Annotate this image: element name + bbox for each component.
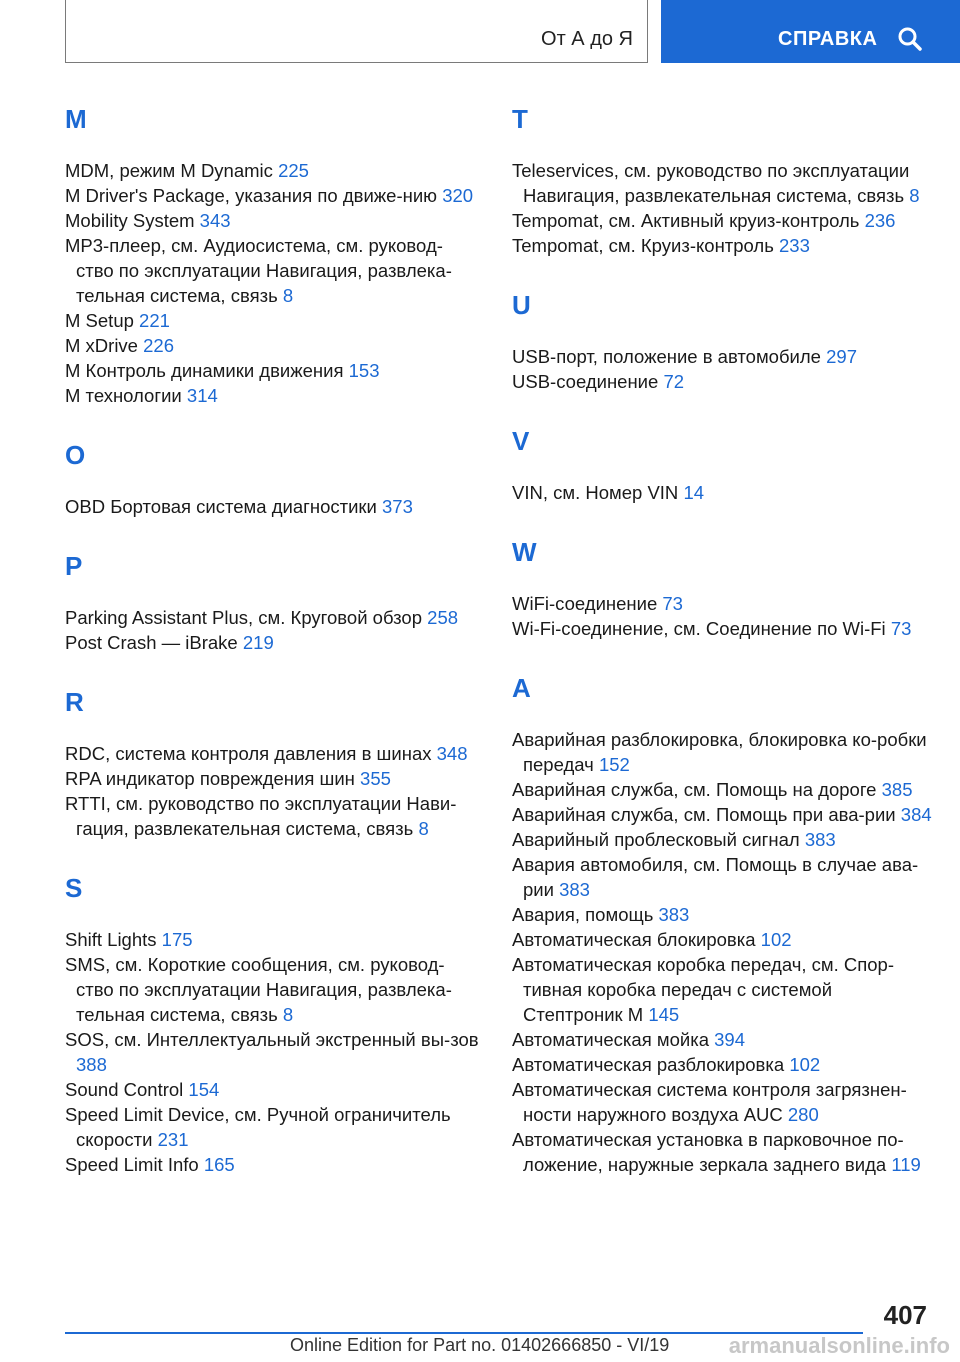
index-column-left — [65, 100, 480, 1205]
page-link[interactable]: 14 — [683, 482, 705, 503]
index-entry — [512, 827, 932, 852]
entry-text: M технологии — [65, 385, 182, 406]
entry-text: Аварийный проблесковый сигнал — [512, 829, 800, 850]
entry-text: M xDrive — [65, 335, 138, 356]
entry-text: Авария, помощь — [512, 904, 654, 925]
entry-text: Аварийная разблокировка, блокировка ко‐робки передач — [512, 729, 927, 775]
page-link[interactable]: 231 — [157, 1129, 189, 1150]
page-link[interactable]: 221 — [139, 310, 170, 331]
page-link[interactable]: 383 — [804, 829, 836, 850]
section-letter: А — [512, 673, 531, 703]
page-link[interactable]: 73 — [890, 618, 912, 639]
section-letter: P — [65, 551, 83, 581]
page-link[interactable]: 388 — [76, 1054, 107, 1075]
entry-text: OBD Бортовая система диагностики — [65, 496, 377, 517]
index-entry — [65, 1152, 480, 1177]
index-section — [512, 669, 932, 1177]
index-section — [65, 869, 480, 1177]
index-entry — [65, 1077, 480, 1102]
page-link[interactable]: 297 — [826, 346, 857, 367]
entry-text: WiFi-соединение — [512, 593, 658, 614]
index-entry — [512, 591, 932, 616]
index-entry — [512, 902, 932, 927]
section-letter: V — [512, 426, 530, 456]
index-entry — [65, 208, 480, 233]
index-entry — [65, 358, 480, 383]
edition-info: Online Edition for Part no. 01402666850 - VI/19 — [290, 1335, 670, 1355]
entry-text: USB-порт, положение в автомобиле — [512, 346, 821, 367]
entry-text: Mobility System — [65, 210, 195, 231]
index-entry — [65, 1027, 480, 1077]
index-entry — [65, 308, 480, 333]
index-entry — [65, 183, 480, 208]
entry-text: Sound Control — [65, 1079, 184, 1100]
section-letter: O — [65, 440, 86, 470]
entry-text: M Driver's Package, указания по движе‐нию — [65, 185, 438, 206]
page-link[interactable]: 383 — [658, 904, 690, 925]
index-entry — [512, 344, 932, 369]
entry-text: VIN, см. Номер VIN — [512, 482, 679, 503]
index-entry — [512, 208, 932, 233]
entry-text: RDC, система контроля давления в шинах — [65, 743, 432, 764]
tab-help-label: СПРАВКА — [778, 28, 878, 50]
entry-text: Tempomat, см. Активный круиз-контроль — [512, 210, 860, 231]
index-section — [65, 547, 480, 655]
page-link[interactable]: 152 — [598, 754, 630, 775]
entry-text: Teleservices, см. руководство по эксплуатации Навигация, развлекательная система, связь — [512, 160, 910, 206]
entry-text: Авария автомобиля, см. Помощь в случае ава‐рии — [512, 854, 919, 900]
index-section — [512, 286, 932, 394]
index-entry — [512, 369, 932, 394]
index-entry — [65, 927, 480, 952]
index-entry — [512, 952, 932, 1027]
entry-text: SOS, см. Интеллектуальный экстренный вы‐зов — [65, 1029, 479, 1050]
index-entry — [65, 605, 480, 630]
index-entry — [512, 158, 932, 208]
section-letter: S — [65, 873, 83, 903]
entry-text: Аварийная служба, см. Помощь на дороге — [512, 779, 877, 800]
entry-text: RTTI, см. руководство по эксплуатации Нави‐гация, развлекательная система, связь — [65, 793, 457, 839]
page-link[interactable]: 225 — [278, 160, 309, 181]
index-entry — [512, 1027, 932, 1052]
page-link[interactable]: 343 — [199, 210, 231, 231]
page-link[interactable]: 72 — [663, 371, 685, 392]
entry-text: M Контроль динамики движения — [65, 360, 344, 381]
page-link[interactable]: 236 — [864, 210, 896, 231]
section-letter: T — [512, 104, 528, 134]
page-link[interactable]: 102 — [789, 1054, 821, 1075]
index-section — [512, 100, 932, 258]
index-entry — [512, 233, 932, 258]
index-entry — [65, 1102, 480, 1152]
page-link[interactable]: 258 — [427, 607, 459, 628]
page-link[interactable]: 175 — [161, 929, 193, 950]
page-link[interactable]: 153 — [348, 360, 380, 381]
page-link[interactable]: 226 — [143, 335, 174, 356]
index-entry — [512, 1077, 932, 1127]
page-link[interactable]: 233 — [779, 235, 810, 256]
page-link[interactable]: 8 — [282, 1004, 294, 1025]
index-entry — [512, 802, 932, 827]
index-section — [65, 436, 480, 519]
index-entry — [512, 616, 932, 641]
index-entry — [65, 333, 480, 358]
index-entry — [512, 927, 932, 952]
index-entry — [512, 1127, 932, 1177]
entry-text: Speed Limit Device, см. Ручной ограничитель скорости — [65, 1104, 451, 1150]
page-link[interactable]: 8 — [909, 185, 920, 206]
entry-text: SMS, см. Короткие сообщения, см. руковод‐ство по эксплуатации Навигация, развлека‐тельная система, связь — [65, 954, 452, 1025]
tab-help[interactable] — [661, 0, 960, 63]
entry-text: RPA индикатор повреждения шин — [65, 768, 355, 789]
entry-text: Аварийная служба, см. Помощь при ава‐рии — [512, 804, 896, 825]
page-link[interactable]: 394 — [714, 1029, 745, 1050]
page-link[interactable]: 385 — [881, 779, 913, 800]
index-section — [65, 683, 480, 841]
index-section — [512, 533, 932, 641]
search-icon — [897, 26, 923, 52]
index-entry — [512, 727, 932, 777]
page-link[interactable]: 314 — [186, 385, 218, 406]
page-link[interactable]: 373 — [382, 496, 413, 517]
index-entry — [65, 383, 480, 408]
index-entry — [512, 1052, 932, 1077]
section-letter: M — [65, 104, 87, 134]
index-section — [512, 422, 932, 505]
page-link[interactable]: 102 — [760, 929, 792, 950]
entry-text: M Setup — [65, 310, 134, 331]
index-entry — [65, 158, 480, 183]
tab-a-to-z-label: От А до Я — [541, 28, 633, 50]
page-link[interactable]: 355 — [360, 768, 391, 789]
page-link[interactable]: 383 — [559, 879, 590, 900]
entry-text: Wi-Fi-соединение, см. Соединение по Wi-Fi — [512, 618, 886, 639]
index-entry — [65, 766, 480, 791]
index-entry — [65, 952, 480, 1027]
index-entry — [65, 741, 480, 766]
index-entry — [65, 630, 480, 655]
index-section — [65, 100, 480, 408]
entry-text: Tempomat, см. Круиз-контроль — [512, 235, 774, 256]
page-link[interactable]: 8 — [418, 818, 429, 839]
entry-text: Автоматическая коробка передач, см. Спор‐тивная коробка передач с системой Стептроник M — [512, 954, 894, 1025]
index-entry — [512, 777, 932, 802]
page-link[interactable]: 320 — [442, 185, 474, 206]
entry-text: Автоматическая система контроля загрязнен‐ности наружного воздуха AUC — [512, 1079, 907, 1125]
index-entry — [512, 480, 932, 505]
page-link[interactable]: 73 — [662, 593, 683, 614]
index-entry — [512, 852, 932, 902]
entry-text: Автоматическая блокировка — [512, 929, 756, 950]
index-entry — [65, 791, 480, 841]
entry-text: Parking Assistant Plus, см. Круговой обзор — [65, 607, 423, 628]
entry-text: Автоматическая мойка — [512, 1029, 709, 1050]
index-column-right — [512, 100, 932, 1205]
page-link[interactable]: 119 — [891, 1154, 921, 1175]
page-link[interactable]: 8 — [282, 285, 294, 306]
entry-text: MDM, режим M Dynamic — [65, 160, 273, 181]
page-link[interactable]: 165 — [203, 1154, 235, 1175]
section-letter: W — [512, 537, 537, 567]
page-link[interactable]: 219 — [242, 632, 274, 653]
index-entry — [65, 233, 480, 308]
watermark: armanualsonline.info — [728, 1333, 950, 1358]
entry-text: Shift Lights — [65, 929, 157, 950]
page-link[interactable]: 154 — [188, 1079, 220, 1100]
page-link[interactable]: 280 — [787, 1104, 819, 1125]
entry-text: Speed Limit Info — [65, 1154, 199, 1175]
entry-text: MP3-плеер, см. Аудиосистема, см. руковод‐ство по эксплуатации Навигация, развлека‐тельная система, связь — [65, 235, 452, 306]
page-link[interactable]: 348 — [436, 743, 468, 764]
entry-text: Автоматическая установка в парковочное по‐ложение, наружные зеркала заднего вида — [512, 1129, 904, 1175]
page-number: 407 — [883, 1300, 927, 1330]
entry-text: Post Crash — iBrake — [65, 632, 238, 653]
section-letter: U — [512, 290, 531, 320]
index-entry — [65, 494, 480, 519]
entry-text: Автоматическая разблокировка — [512, 1054, 785, 1075]
page-link[interactable]: 145 — [648, 1004, 680, 1025]
entry-text: USB-соединение — [512, 371, 659, 392]
page-link[interactable]: 384 — [900, 804, 932, 825]
section-letter: R — [65, 687, 84, 717]
tab-a-to-z[interactable] — [65, 0, 648, 63]
